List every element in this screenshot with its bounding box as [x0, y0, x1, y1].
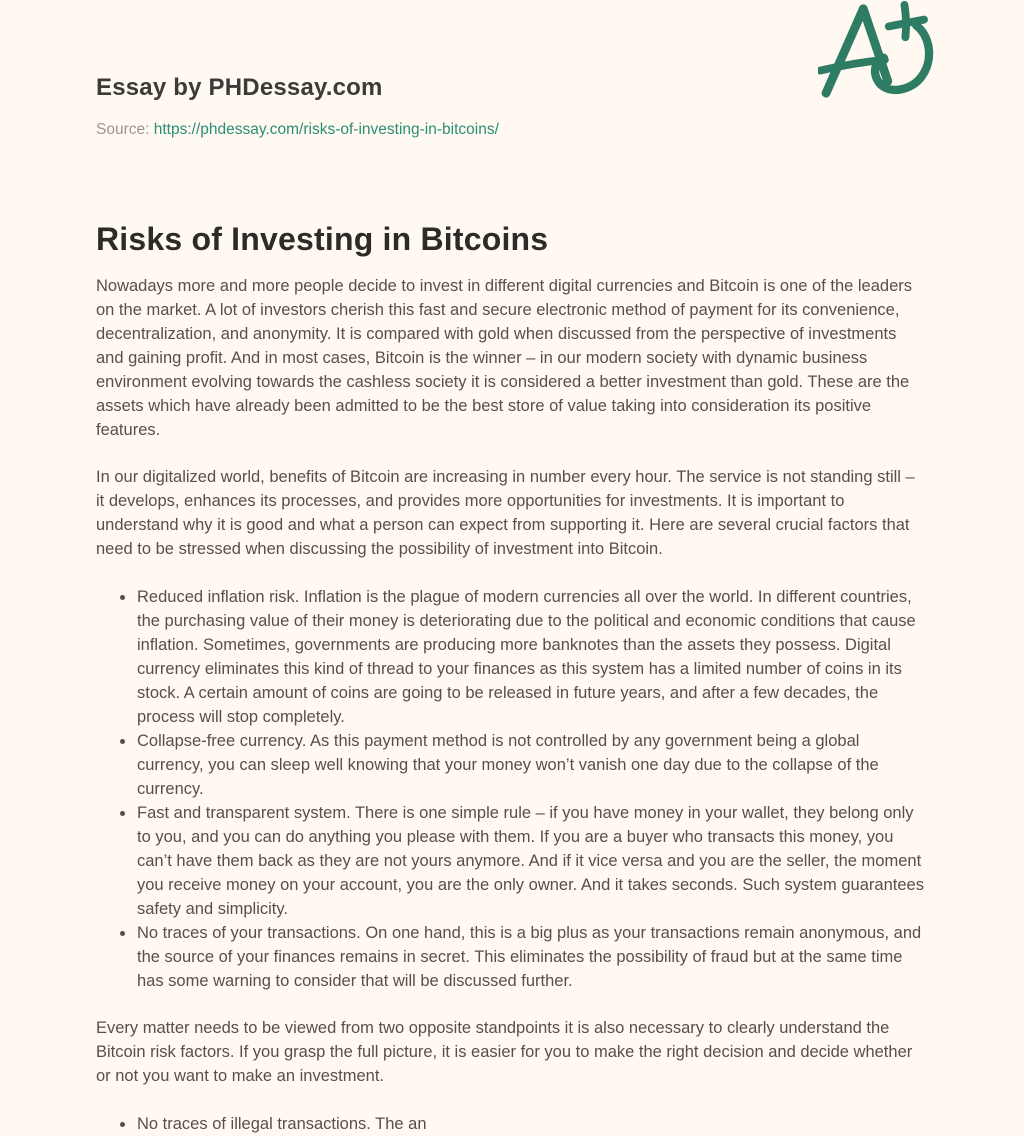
list-item: Reduced inflation risk. Inflation is the plague of modern currencies all over the world. In different countries, the purchasing value of their money is deteriorating due to the political and economic conditions that cause inflation. Sometimes, governments are producing more banknotes than the assets they possess. Digital currency eliminates this kind of thread to your finances as this system has a limited number of coins in its stock. A certain amount of coins are going to be released in future years, and after a few decades, the process will stop completely. — [137, 585, 926, 729]
benefits-list — [96, 585, 926, 993]
intro-paragraph-2: In our digitalized world, benefits of Bitcoin are increasing in number every hour. The service is not standing still – it develops, enhances its processes, and provides more opportunities for investments. It is important to understand why it is good and what a person can expect from supporting it. Here are several crucial factors that need to be stressed when discussing the possibility of investment into Bitcoin. — [96, 468, 915, 558]
intro-paragraph-1: Nowadays more and more people decide to invest in different digital currencies and Bitcoin is one of the leaders on the market. A lot of investors cherish this fast and secure electronic method of payment for its convenience, decentralization, and anonymity. It is compared with gold when discussed from the perspective of investments and gaining profit. And in most cases, Bitcoin is the winner – in our modern society with dynamic business environment evolving towards the cashless society it is considered a better investment than gold. These are the assets which have already been admitted to be the best store of value taking into consideration its positive features. — [96, 277, 913, 439]
list-item: No traces of your transactions. On one hand, this is a big plus as your transactions remain anonymous, and the source of your finances remains in secret. This eliminates the possibility of fraud but at the same time has some warning to consider that will be discussed further. — [137, 921, 926, 993]
essay-content — [96, 221, 926, 1136]
page-header — [96, 0, 926, 139]
risks-list — [96, 1112, 926, 1136]
essay-title: Risks of Investing in Bitcoins — [96, 221, 549, 257]
transition-paragraph: Every matter needs to be viewed from two opposite standpoints it is also necessary to clearly understand the Bitcoin risk factors. If you grasp the full picture, it is easier for you to make the right decision and decide whether or not you want to make an investment. — [96, 1019, 913, 1085]
list-item: Collapse-free currency. As this payment method is not controlled by any government being a global currency, you can sleep well knowing that your money won’t vanish one day due to the collapse of the currency. — [137, 729, 926, 801]
source-link[interactable]: https://phdessay.com/risks-of-investing-in-bitcoins/ — [153, 121, 499, 138]
list-item: Fast and transparent system. There is one simple rule – if you have money in your wallet, they belong only to you, and you can do anything you please with them. If you are a buyer who transacts this money, you can’t have them back as they are not yours anymore. And if it vice versa and you are the seller, the moment you receive money on your account, you are the only owner. And it takes seconds. Such system guarantees safety and simplicity. — [137, 801, 926, 921]
source-line — [96, 121, 926, 139]
a-plus-logo-icon — [818, 0, 936, 98]
site-title: Essay by PHDessay.com — [96, 74, 383, 101]
list-item: No traces of illegal transactions. The an — [137, 1112, 926, 1136]
source-label: Source: — [96, 121, 150, 138]
